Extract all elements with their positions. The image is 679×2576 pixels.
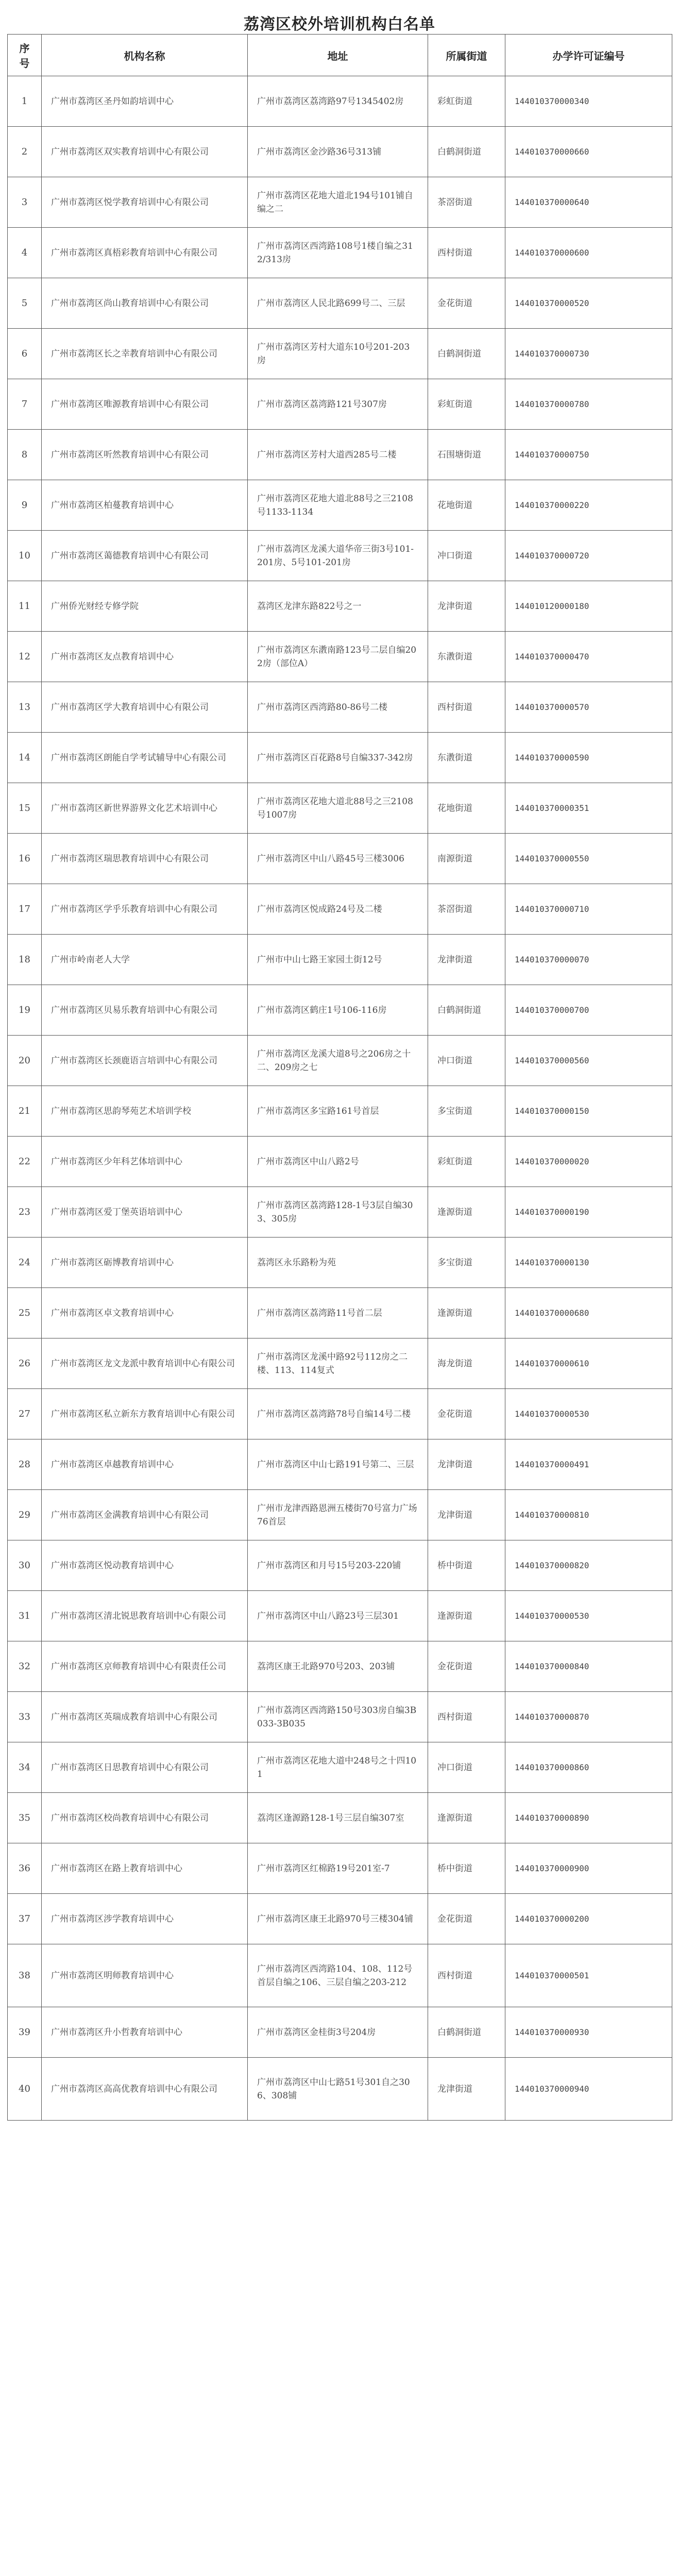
institution-name: 广州市荔湾区英瑞成教育培训中心有限公司 [42, 1692, 248, 1742]
address: 广州市荔湾区荔湾路78号自编14号二楼 [248, 1389, 428, 1439]
institution-name: 广州市荔湾区唯源教育培训中心有限公司 [42, 379, 248, 430]
license-number: 144010370000560 [505, 1036, 672, 1086]
address: 广州市荔湾区西湾路80-86号二楼 [248, 682, 428, 733]
institution-name: 广州市荔湾区日思教育培训中心有限公司 [42, 1742, 248, 1793]
address: 荔湾区康王北路970号203、203铺 [248, 1641, 428, 1692]
row-number: 16 [8, 834, 42, 884]
address: 广州市荔湾区龙溪大道华帝三街3号101-201房、5号101-201房 [248, 531, 428, 581]
license-number: 144010370000680 [505, 1288, 672, 1338]
license-number: 144010370000550 [505, 834, 672, 884]
table-row [8, 1490, 672, 1540]
license-number: 144010120000180 [505, 581, 672, 632]
license-number: 144010370000530 [505, 1389, 672, 1439]
license-number: 144010370000491 [505, 1439, 672, 1490]
row-number: 9 [8, 480, 42, 531]
table-row [8, 379, 672, 430]
institution-name: 广州市荔湾区新世界游界文化艺术培训中心 [42, 783, 248, 834]
table-row [8, 1944, 672, 2007]
table-row [8, 1843, 672, 1894]
street: 龙津街道 [428, 935, 505, 985]
street: 西村街道 [428, 228, 505, 278]
street: 金花街道 [428, 278, 505, 329]
license-number: 144010370000820 [505, 1540, 672, 1591]
street: 东漖街道 [428, 632, 505, 682]
address: 广州市荔湾区龙溪大道8号之206房之十二、209房之七 [248, 1036, 428, 1086]
street: 花地街道 [428, 783, 505, 834]
row-number: 12 [8, 632, 42, 682]
license-number: 144010370000750 [505, 430, 672, 480]
street: 海龙街道 [428, 1338, 505, 1389]
header-number: 序号 [8, 35, 42, 76]
institution-name: 广州市荔湾区校尚教育培训中心有限公司 [42, 1793, 248, 1843]
institution-name: 广州市荔湾区柏蔓教育培训中心 [42, 480, 248, 531]
table-row [8, 733, 672, 783]
license-number: 144010370000130 [505, 1238, 672, 1288]
row-number: 21 [8, 1086, 42, 1137]
street: 龙津街道 [428, 1490, 505, 1540]
address: 广州市龙津西路恩洲五楼街70号富力广场76首层 [248, 1490, 428, 1540]
table-row [8, 581, 672, 632]
institution-name: 广州市荔湾区卓越教育培训中心 [42, 1439, 248, 1490]
institution-name: 广州市荔湾区蔼德教育培训中心有限公司 [42, 531, 248, 581]
row-number: 4 [8, 228, 42, 278]
row-number: 8 [8, 430, 42, 480]
institution-name: 广州市荔湾区长颈鹿语言培训中心有限公司 [42, 1036, 248, 1086]
table-row [8, 228, 672, 278]
institution-name: 广州市荔湾区尚山教育培训中心有限公司 [42, 278, 248, 329]
row-number: 19 [8, 985, 42, 1036]
row-number: 2 [8, 127, 42, 177]
table-row [8, 1137, 672, 1187]
address: 广州市荔湾区百花路8号自编337-342房 [248, 733, 428, 783]
street: 白鹤洞街道 [428, 127, 505, 177]
street: 南源街道 [428, 834, 505, 884]
table-row [8, 127, 672, 177]
row-number: 13 [8, 682, 42, 733]
license-number: 144010370000840 [505, 1641, 672, 1692]
license-number: 144010370000610 [505, 1338, 672, 1389]
institution-name: 广州市荔湾区龙文龙派中教育培训中心有限公司 [42, 1338, 248, 1389]
street: 东漖街道 [428, 733, 505, 783]
table-row [8, 2007, 672, 2058]
license-number: 144010370000640 [505, 177, 672, 228]
row-number: 6 [8, 329, 42, 379]
table-row [8, 834, 672, 884]
institution-name: 广州市荔湾区友点教育培训中心 [42, 632, 248, 682]
address: 广州市荔湾区悦成路24号及二楼 [248, 884, 428, 935]
license-number: 144010370000720 [505, 531, 672, 581]
address: 广州市荔湾区和月号15号203-220铺 [248, 1540, 428, 1591]
table-row [8, 531, 672, 581]
street: 逢源街道 [428, 1187, 505, 1238]
street: 冲口街道 [428, 1742, 505, 1793]
street: 逢源街道 [428, 1591, 505, 1641]
street: 西村街道 [428, 682, 505, 733]
street: 冲口街道 [428, 1036, 505, 1086]
table-body [8, 76, 672, 2121]
address: 广州市荔湾区金桂街3号204房 [248, 2007, 428, 2058]
row-number: 7 [8, 379, 42, 430]
street: 西村街道 [428, 1692, 505, 1742]
table-row [8, 884, 672, 935]
header-license: 办学许可证编号 [505, 35, 672, 76]
license-number: 144010370000520 [505, 278, 672, 329]
institution-name: 广州市荔湾区爱丁堡英语培训中心 [42, 1187, 248, 1238]
institution-name: 广州市荔湾区卓文教育培训中心 [42, 1288, 248, 1338]
row-number: 11 [8, 581, 42, 632]
table-row [8, 935, 672, 985]
street: 桥中街道 [428, 1843, 505, 1894]
license-number: 144010370000570 [505, 682, 672, 733]
row-number: 25 [8, 1288, 42, 1338]
street: 龙津街道 [428, 581, 505, 632]
address: 广州市荔湾区人民北路699号二、三层 [248, 278, 428, 329]
address: 广州市荔湾区花地大道中248号之十四101 [248, 1742, 428, 1793]
header-address: 地址 [248, 35, 428, 76]
institution-name: 广州市荔湾区涉学教育培训中心 [42, 1894, 248, 1944]
institution-name: 广州市荔湾区高高优教育培训中心有限公司 [42, 2058, 248, 2121]
table-row [8, 1641, 672, 1692]
license-number: 144010370000930 [505, 2007, 672, 2058]
address: 广州市荔湾区芳村大道西285号二楼 [248, 430, 428, 480]
license-number: 144010370000600 [505, 228, 672, 278]
header-institution-name: 机构名称 [42, 35, 248, 76]
street: 桥中街道 [428, 1540, 505, 1591]
institution-name: 广州市荔湾区悦学教育培训中心有限公司 [42, 177, 248, 228]
institution-name: 广州市荔湾区明师教育培训中心 [42, 1944, 248, 2007]
whitelist-table [7, 34, 672, 2121]
table-row [8, 177, 672, 228]
row-number: 10 [8, 531, 42, 581]
table-row [8, 278, 672, 329]
license-number: 144010370000351 [505, 783, 672, 834]
row-number: 35 [8, 1793, 42, 1843]
table-row [8, 783, 672, 834]
street: 彩虹街道 [428, 76, 505, 127]
row-number: 32 [8, 1641, 42, 1692]
institution-name: 广州市荔湾区瑞思教育培训中心有限公司 [42, 834, 248, 884]
table-row [8, 985, 672, 1036]
institution-name: 广州市岭南老人大学 [42, 935, 248, 985]
row-number: 5 [8, 278, 42, 329]
institution-name: 广州侨光财经专修学院 [42, 581, 248, 632]
address: 广州市荔湾区荔湾路121号307房 [248, 379, 428, 430]
row-number: 3 [8, 177, 42, 228]
institution-name: 广州市荔湾区悦动教育培训中心 [42, 1540, 248, 1591]
row-number: 28 [8, 1439, 42, 1490]
address: 广州市荔湾区中山八路2号 [248, 1137, 428, 1187]
row-number: 38 [8, 1944, 42, 2007]
address: 广州市荔湾区中山八路23号三层301 [248, 1591, 428, 1641]
row-number: 40 [8, 2058, 42, 2121]
institution-name: 广州市荔湾区圣丹如韵培训中心 [42, 76, 248, 127]
street: 彩虹街道 [428, 1137, 505, 1187]
address: 广州市荔湾区西湾路108号1楼自编之312/313房 [248, 228, 428, 278]
table-row [8, 329, 672, 379]
row-number: 36 [8, 1843, 42, 1894]
address: 广州市中山七路王家园土街12号 [248, 935, 428, 985]
table-row [8, 1692, 672, 1742]
institution-name: 广州市荔湾区双实教育培训中心有限公司 [42, 127, 248, 177]
license-number: 144010370000900 [505, 1843, 672, 1894]
row-number: 33 [8, 1692, 42, 1742]
institution-name: 广州市荔湾区长之幸教育培训中心有限公司 [42, 329, 248, 379]
institution-name: 广州市荔湾区听然教育培训中心有限公司 [42, 430, 248, 480]
address: 广州市荔湾区多宝路161号首层 [248, 1086, 428, 1137]
address: 广州市荔湾区中山七路191号第二、三层 [248, 1439, 428, 1490]
row-number: 31 [8, 1591, 42, 1641]
address: 荔湾区龙津东路822号之一 [248, 581, 428, 632]
table-row [8, 430, 672, 480]
street: 多宝街道 [428, 1086, 505, 1137]
table-row [8, 1742, 672, 1793]
license-number: 144010370000870 [505, 1692, 672, 1742]
street: 龙津街道 [428, 1439, 505, 1490]
license-number: 144010370000660 [505, 127, 672, 177]
address: 广州市荔湾区鹤庄1号106-116房 [248, 985, 428, 1036]
license-number: 144010370000940 [505, 2058, 672, 2121]
row-number: 27 [8, 1389, 42, 1439]
table-header-row [8, 35, 672, 76]
row-number: 30 [8, 1540, 42, 1591]
institution-name: 广州市荔湾区思韵琴苑艺术培训学校 [42, 1086, 248, 1137]
table-row [8, 1591, 672, 1641]
institution-name: 广州市荔湾区私立新东方教育培训中心有限公司 [42, 1389, 248, 1439]
street: 茶滘街道 [428, 884, 505, 935]
table-row [8, 1036, 672, 1086]
address: 广州市荔湾区荔湾路128-1号3层自编303、305房 [248, 1187, 428, 1238]
header-street: 所属街道 [428, 35, 505, 76]
row-number: 20 [8, 1036, 42, 1086]
institution-name: 广州市荔湾区朗能自学考试辅导中心有限公司 [42, 733, 248, 783]
row-number: 34 [8, 1742, 42, 1793]
license-number: 144010370000070 [505, 935, 672, 985]
row-number: 26 [8, 1338, 42, 1389]
table-row [8, 2058, 672, 2121]
institution-name: 广州市荔湾区京师教育培训中心有限责任公司 [42, 1641, 248, 1692]
table-row [8, 1439, 672, 1490]
address: 荔湾区逢源路128-1号三层自编307室 [248, 1793, 428, 1843]
address: 荔湾区永乐路粉为苑 [248, 1238, 428, 1288]
license-number: 144010370000810 [505, 1490, 672, 1540]
street: 白鹤洞街道 [428, 2007, 505, 2058]
institution-name: 广州市荔湾区真梧彩教育培训中心有限公司 [42, 228, 248, 278]
address: 广州市荔湾区荔湾路11号首二层 [248, 1288, 428, 1338]
license-number: 144010370000710 [505, 884, 672, 935]
street: 白鹤洞街道 [428, 985, 505, 1036]
row-number: 18 [8, 935, 42, 985]
row-number: 37 [8, 1894, 42, 1944]
institution-name: 广州市荔湾区在路上教育培训中心 [42, 1843, 248, 1894]
address: 广州市荔湾区芳村大道东10号201-203房 [248, 329, 428, 379]
table-row [8, 1540, 672, 1591]
street: 花地街道 [428, 480, 505, 531]
address: 广州市荔湾区东漖南路123号二层自编202房（部位A） [248, 632, 428, 682]
table-row [8, 1288, 672, 1338]
street: 金花街道 [428, 1894, 505, 1944]
table-row [8, 1086, 672, 1137]
license-number: 144010370000470 [505, 632, 672, 682]
address: 广州市荔湾区龙溪中路92号112房之二楼、113、114复式 [248, 1338, 428, 1389]
street: 逢源街道 [428, 1288, 505, 1338]
institution-name: 广州市荔湾区贝易乐教育培训中心有限公司 [42, 985, 248, 1036]
row-number: 14 [8, 733, 42, 783]
license-number: 144010370000590 [505, 733, 672, 783]
address: 广州市荔湾区西湾路150号303房自编3B033-3B035 [248, 1692, 428, 1742]
license-number: 144010370000340 [505, 76, 672, 127]
table-row [8, 682, 672, 733]
street: 金花街道 [428, 1389, 505, 1439]
institution-name: 广州市荔湾区学大教育培训中心有限公司 [42, 682, 248, 733]
street: 彩虹街道 [428, 379, 505, 430]
institution-name: 广州市荔湾区清北锐思教育培训中心有限公司 [42, 1591, 248, 1641]
row-number: 39 [8, 2007, 42, 2058]
address: 广州市荔湾区花地大道北194号101铺自编之二 [248, 177, 428, 228]
license-number: 144010370000200 [505, 1894, 672, 1944]
institution-name: 广州市荔湾区学乎乐教育培训中心有限公司 [42, 884, 248, 935]
street: 冲口街道 [428, 531, 505, 581]
license-number: 144010370000700 [505, 985, 672, 1036]
institution-name: 广州市荔湾区金满教育培训中心有限公司 [42, 1490, 248, 1540]
table-row [8, 1338, 672, 1389]
table-row [8, 1894, 672, 1944]
license-number: 144010370000890 [505, 1793, 672, 1843]
license-number: 144010370000780 [505, 379, 672, 430]
address: 广州市荔湾区荔湾路97号1345402房 [248, 76, 428, 127]
license-number: 144010370000860 [505, 1742, 672, 1793]
table-row [8, 76, 672, 127]
street: 西村街道 [428, 1944, 505, 2007]
street: 金花街道 [428, 1641, 505, 1692]
row-number: 24 [8, 1238, 42, 1288]
address: 广州市荔湾区金沙路36号313铺 [248, 127, 428, 177]
table-row [8, 480, 672, 531]
address: 广州市荔湾区康王北路970号三楼304铺 [248, 1894, 428, 1944]
address: 广州市荔湾区中山八路45号三楼3006 [248, 834, 428, 884]
table-row [8, 632, 672, 682]
street: 石围塘街道 [428, 430, 505, 480]
street: 白鹤洞街道 [428, 329, 505, 379]
license-number: 144010370000150 [505, 1086, 672, 1137]
row-number: 1 [8, 76, 42, 127]
license-number: 144010370000020 [505, 1137, 672, 1187]
document-title: 荔湾区校外培训机构白名单 [244, 15, 435, 33]
license-number: 144010370000190 [505, 1187, 672, 1238]
institution-name: 广州市荔湾区砺博教育培训中心 [42, 1238, 248, 1288]
table-row [8, 1187, 672, 1238]
address: 广州市荔湾区红棉路19号201室-7 [248, 1843, 428, 1894]
row-number: 17 [8, 884, 42, 935]
street: 逢源街道 [428, 1793, 505, 1843]
address: 广州市荔湾区花地大道北88号之三2108号1007房 [248, 783, 428, 834]
license-number: 144010370000501 [505, 1944, 672, 2007]
license-number: 144010370000530 [505, 1591, 672, 1641]
address: 广州市荔湾区中山七路51号301自之306、308铺 [248, 2058, 428, 2121]
address: 广州市荔湾区西湾路104、108、112号首层自编之106、三层自编之203-212 [248, 1944, 428, 2007]
license-number: 144010370000220 [505, 480, 672, 531]
row-number: 15 [8, 783, 42, 834]
address: 广州市荔湾区花地大道北88号之三2108号1133-1134 [248, 480, 428, 531]
row-number: 22 [8, 1137, 42, 1187]
institution-name: 广州市荔湾区少年科艺体培训中心 [42, 1137, 248, 1187]
table-row [8, 1238, 672, 1288]
street: 多宝街道 [428, 1238, 505, 1288]
street: 龙津街道 [428, 2058, 505, 2121]
table-row [8, 1793, 672, 1843]
license-number: 144010370000730 [505, 329, 672, 379]
row-number: 29 [8, 1490, 42, 1540]
row-number: 23 [8, 1187, 42, 1238]
street: 茶滘街道 [428, 177, 505, 228]
institution-name: 广州市荔湾区升小哲教育培训中心 [42, 2007, 248, 2058]
table-row [8, 1389, 672, 1439]
